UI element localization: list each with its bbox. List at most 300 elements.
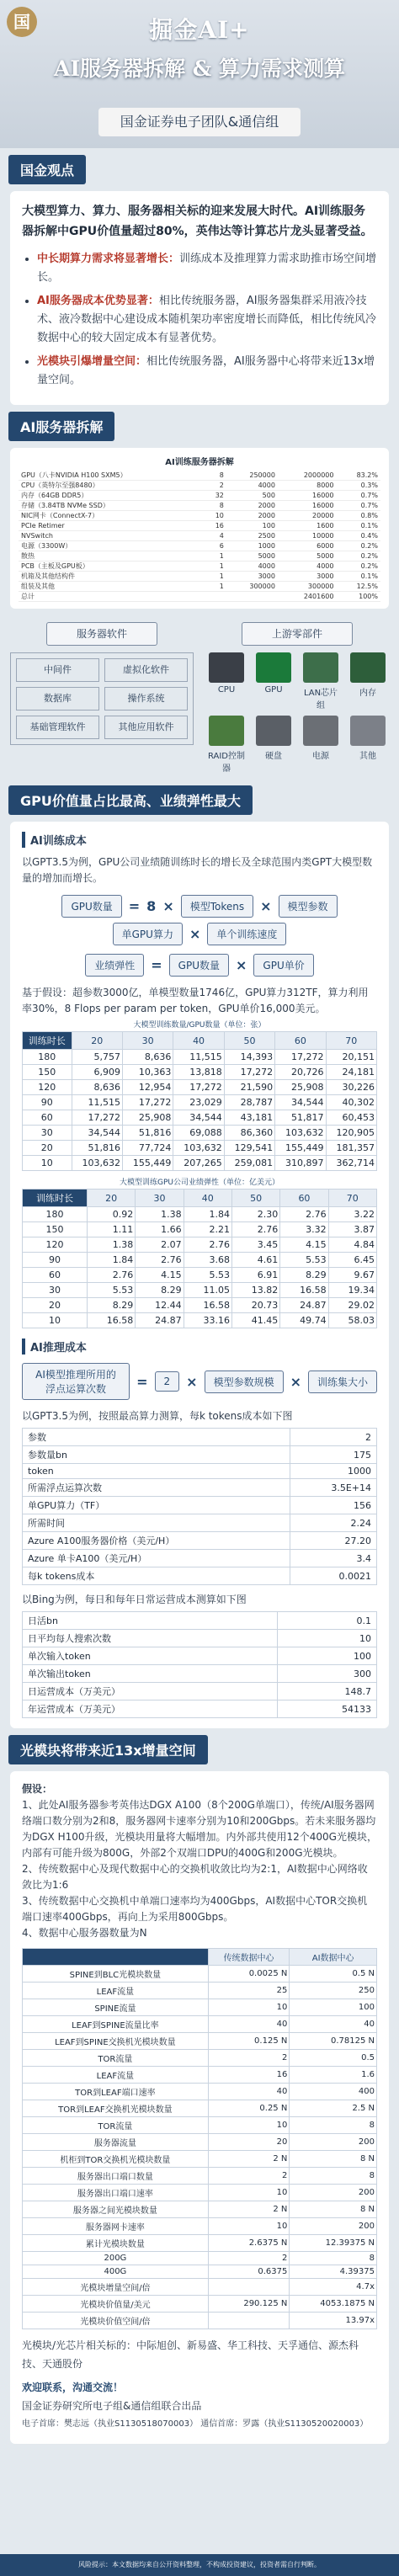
table-cell: 5.53 xyxy=(87,1283,135,1298)
kv-key: 所需时间 xyxy=(23,1514,290,1532)
table-cell: 34,544 xyxy=(275,1095,326,1110)
table-cell: 0.5 xyxy=(290,2050,377,2067)
table-row xyxy=(23,1983,377,1999)
kv-value: 27.20 xyxy=(290,1532,377,1550)
column-header: 30 xyxy=(122,1032,173,1050)
table-row xyxy=(23,2050,377,2067)
table-cell: 30 xyxy=(23,1283,88,1298)
software-column xyxy=(10,622,194,774)
table-cell: 40 xyxy=(208,2084,290,2100)
table-header-row xyxy=(23,1190,377,1207)
table-row xyxy=(19,562,380,572)
table-cell: 33.16 xyxy=(184,1313,231,1328)
hardware-label: CPU xyxy=(217,685,236,695)
table-cell: 362,714 xyxy=(326,1156,376,1171)
table-cell: 17,272 xyxy=(275,1050,326,1065)
table-cell: 4000 xyxy=(226,562,278,572)
table-cell: 69,088 xyxy=(173,1126,224,1141)
hardware-item xyxy=(347,716,389,774)
formula-inference: AI模型推理所用的浮点运算次数 = 2 × 模型参数规模 × 训练集大小 xyxy=(22,1363,377,1400)
table-cell: 2 xyxy=(204,481,226,491)
kv-key: token xyxy=(23,1464,290,1479)
bing-cost-table xyxy=(22,1611,377,1718)
table-cell: 2 N xyxy=(208,2201,290,2218)
table-cell: 0.4% xyxy=(336,531,380,541)
table-cell: 4000 xyxy=(278,562,337,572)
table-cell: 1.84 xyxy=(87,1253,135,1268)
table-row xyxy=(23,1126,377,1141)
table-cell: 10,363 xyxy=(122,1065,173,1080)
table-cell: 20000 xyxy=(278,511,337,521)
view-section xyxy=(0,155,399,405)
hardware-item xyxy=(205,716,247,774)
table-cell: 2.5 N xyxy=(290,2100,377,2117)
view-bullet-0: • 中长期算力需求将显著增长：训练成本及推理算力需求助推市场空间增长。 xyxy=(37,250,377,287)
parts-diagram xyxy=(0,615,399,780)
table-cell: TOR流量 xyxy=(23,2050,209,2067)
hardware-item xyxy=(205,652,247,711)
table-cell: 14,393 xyxy=(224,1050,274,1065)
table-cell: 34,544 xyxy=(72,1126,122,1141)
component-icon xyxy=(256,652,291,683)
table-row xyxy=(23,2313,377,2329)
thanks-line: 欢迎联系，沟通交流！ xyxy=(22,2382,124,2393)
table-cell: 3.68 xyxy=(184,1253,231,1268)
table-cell: 10 xyxy=(204,511,226,521)
table-cell: 服务器流量 xyxy=(23,2134,209,2151)
column-header: 30 xyxy=(136,1190,184,1207)
kv-key: 年运营成本（万美元） xyxy=(23,1700,278,1718)
team-badge: 国金证券电子团队&通信组 xyxy=(98,108,301,136)
gpu-section xyxy=(0,785,399,1728)
hardware-label: RAID控制器 xyxy=(207,752,246,774)
table-cell: 6,909 xyxy=(72,1065,122,1080)
bing-para: 以Bing为例，每日和每年日常运营成本测算如下图 xyxy=(22,1594,247,1605)
table-cell: 17,272 xyxy=(72,1110,122,1126)
table-cell: 3.32 xyxy=(280,1222,328,1237)
table-cell: 51,816 xyxy=(72,1141,122,1156)
table-cell: 17,272 xyxy=(173,1080,224,1095)
table-cell: 17,272 xyxy=(224,1065,274,1080)
table-cell: 10 xyxy=(208,1999,290,2016)
table-cell: 8 N xyxy=(290,2151,377,2168)
column-header: 训练时长 xyxy=(23,1032,72,1050)
table-cell: TOR流量 xyxy=(23,2117,209,2134)
table-header-row xyxy=(23,1032,377,1050)
table-cell: 1 xyxy=(204,562,226,572)
formula-gpu-count: GPU数量 = 8 × 模型Tokens × 模型参数 xyxy=(22,895,377,918)
hardware-label: 硬盘 xyxy=(265,752,282,761)
table-cell: 2.07 xyxy=(136,1237,184,1253)
table-row xyxy=(23,2296,377,2313)
table-row xyxy=(23,1429,377,1446)
table-row xyxy=(19,471,380,481)
table-cell: 0.92 xyxy=(87,1207,135,1222)
component-icon xyxy=(256,716,291,746)
column-header: 60 xyxy=(280,1190,328,1207)
table-cell: 29.02 xyxy=(328,1298,376,1313)
table-cell: 200 xyxy=(290,2185,377,2201)
table-cell: 155,449 xyxy=(275,1141,326,1156)
teardown-section xyxy=(0,412,399,780)
table-cell: 2 N xyxy=(208,2151,290,2168)
table-cell: 8,636 xyxy=(72,1080,122,1095)
table-cell: 181,357 xyxy=(326,1141,376,1156)
table-cell: 2500 xyxy=(226,531,278,541)
table-row xyxy=(19,531,380,541)
table-cell: 100 xyxy=(290,1999,377,2016)
table-cell: 180 xyxy=(23,1207,88,1222)
table-cell: 0.5 N xyxy=(290,1966,377,1983)
software-grid xyxy=(10,652,194,745)
table-cell: 8 xyxy=(204,471,226,481)
table-row xyxy=(23,1446,377,1464)
table-cell: 24.87 xyxy=(280,1298,328,1313)
table-cell: 内存（64GB DDR5） xyxy=(19,491,204,501)
table-cell: 129,541 xyxy=(224,1141,274,1156)
table-cell: 3000 xyxy=(278,572,337,582)
column-header: 20 xyxy=(72,1032,122,1050)
table-cell: 49.74 xyxy=(280,1313,328,1328)
table-cell: PCB（主板及GPU板） xyxy=(19,562,204,572)
table-row xyxy=(23,1966,377,1983)
hardware-grid xyxy=(205,652,389,774)
table-cell: 11.05 xyxy=(184,1283,231,1298)
table-cell: 17,272 xyxy=(122,1095,173,1110)
table-cell: 90 xyxy=(23,1253,88,1268)
table-cell: 1.38 xyxy=(136,1207,184,1222)
table-cell: 2000000 xyxy=(278,471,337,481)
table-cell: 0.1% xyxy=(336,521,380,531)
table-cell: 16.58 xyxy=(184,1298,231,1313)
table-cell: 光模块价值量/美元 xyxy=(23,2296,209,2313)
table-cell: LEAF流量 xyxy=(23,1983,209,1999)
table-cell: 13,818 xyxy=(173,1065,224,1080)
table-cell: 累计光模块数量 xyxy=(23,2235,209,2252)
table-row xyxy=(23,1313,377,1328)
table-cell: 4 xyxy=(204,531,226,541)
table-row xyxy=(19,592,380,602)
table-cell: 1600 xyxy=(278,521,337,531)
table-row xyxy=(23,1095,377,1110)
table-row xyxy=(19,491,380,501)
table-cell: 4.15 xyxy=(136,1268,184,1283)
kv-key: 单GPU算力（TF） xyxy=(23,1497,290,1514)
table-cell: LEAF到SPINE交换机光模块数量 xyxy=(23,2033,209,2050)
table-cell: 2401600 xyxy=(278,592,337,602)
table-row xyxy=(23,2252,377,2265)
kv-value: 54133 xyxy=(277,1700,376,1718)
hardware-item xyxy=(300,652,342,711)
table-cell: 2.76 xyxy=(231,1222,279,1237)
brand-logo-icon: 国 xyxy=(7,7,37,37)
table-cell: 0.2% xyxy=(336,551,380,562)
table-cell: 4.61 xyxy=(231,1253,279,1268)
table-cell: 3.22 xyxy=(328,1207,376,1222)
table-cell: 11,515 xyxy=(173,1050,224,1065)
table-row xyxy=(23,2134,377,2151)
table-row xyxy=(23,2235,377,2252)
table-cell: 8,636 xyxy=(122,1050,173,1065)
table-row xyxy=(23,1283,377,1298)
table-cell: 10000 xyxy=(278,531,337,541)
optical-section xyxy=(0,1735,399,2444)
column-header: 70 xyxy=(326,1032,376,1050)
table-cell: 16.58 xyxy=(280,1283,328,1298)
table-cell: 103,632 xyxy=(72,1156,122,1171)
table-cell: 21,590 xyxy=(224,1080,274,1095)
table-row xyxy=(23,2151,377,2168)
kv-value: 2.24 xyxy=(290,1514,377,1532)
table-cell: 300000 xyxy=(278,582,337,592)
table-cell: 200 xyxy=(290,2134,377,2151)
footer: 风险提示：本文数据均来自公开资料整理，不构成投资建议，投资者需自行判断。 xyxy=(0,2554,399,2576)
view-bullet-2: • 光模块引爆增量空间：相比传统服务器，AI服务器中心将带来近13x增量空间。 xyxy=(37,353,377,390)
table-cell: 10 xyxy=(208,2117,290,2134)
table-cell: 20.73 xyxy=(231,1298,279,1313)
teardown-table-title: AI训练服务器拆解 xyxy=(165,458,234,467)
table-cell xyxy=(204,592,226,602)
table-cell: 40 xyxy=(290,2016,377,2033)
kv-value: 0.1 xyxy=(277,1612,376,1630)
table-row xyxy=(23,1141,377,1156)
table-cell: 1000 xyxy=(226,541,278,551)
main-title: AI服务器拆解 & 算力需求测算 xyxy=(53,56,346,81)
column-header: 20 xyxy=(87,1190,135,1207)
table-row xyxy=(23,2218,377,2235)
table-row xyxy=(23,1999,377,2016)
table-cell: 2.21 xyxy=(184,1222,231,1237)
table-cell: 9.67 xyxy=(328,1268,376,1283)
gpu-card xyxy=(10,822,389,1728)
hardware-head: 上游零部件 xyxy=(242,622,353,646)
table-cell: 150 xyxy=(23,1222,88,1237)
table-cell: 60 xyxy=(23,1110,72,1126)
table-row xyxy=(23,1567,377,1585)
table-row xyxy=(23,1222,377,1237)
software-item: 操作系统 xyxy=(104,687,188,711)
table-cell: 4000 xyxy=(226,481,278,491)
kv-value: 0.0021 xyxy=(290,1567,377,1585)
table-row xyxy=(19,551,380,562)
table-cell: 服务器出口端口数量 xyxy=(23,2168,209,2185)
table-cell: 51,816 xyxy=(122,1126,173,1141)
hardware-item xyxy=(300,716,342,774)
top-title: 掘金AI+ xyxy=(149,16,250,44)
component-icon xyxy=(303,716,338,746)
contact-line-1: 国金证券研究所电子组&通信组联合出品 xyxy=(22,2400,202,2412)
table-cell: 2 xyxy=(208,2168,290,2185)
table-cell: 12.44 xyxy=(136,1298,184,1313)
table-cell: 0.7% xyxy=(336,501,380,511)
view-card xyxy=(10,191,389,405)
table-row xyxy=(23,1479,377,1497)
table-cell: 23,029 xyxy=(173,1095,224,1110)
column-header: 40 xyxy=(184,1190,231,1207)
table-cell: 8.29 xyxy=(280,1268,328,1283)
column-header: 训练时长 xyxy=(23,1190,88,1207)
kv-key: 单次输入token xyxy=(23,1647,278,1665)
kv-key: 参数量bn xyxy=(23,1446,290,1464)
table-cell: 1 xyxy=(204,572,226,582)
table-cell: 1.38 xyxy=(87,1237,135,1253)
table-cell: TOR到LEAF端口速率 xyxy=(23,2084,209,2100)
table-cell: 8 N xyxy=(290,2201,377,2218)
table-row xyxy=(23,1497,377,1514)
table-row xyxy=(19,582,380,592)
software-item: 其他应用软件 xyxy=(104,716,188,739)
table-cell: 13.97x xyxy=(290,2313,377,2329)
kv-value: 3.5E+14 xyxy=(290,1479,377,1497)
hardware-label: 内存 xyxy=(359,689,376,698)
table-row xyxy=(23,1630,377,1647)
table-cell: 8 xyxy=(290,2117,377,2134)
table-cell: 服务器出口端口速率 xyxy=(23,2185,209,2201)
component-icon xyxy=(209,652,244,683)
table-cell: 25,908 xyxy=(122,1110,173,1126)
table-cell: 光模块价值空间/倍 xyxy=(23,2313,209,2329)
table-cell: 0.8% xyxy=(336,511,380,521)
table-cell: 4053.1875 N xyxy=(290,2296,377,2313)
kv-key: 单次输出token xyxy=(23,1665,278,1683)
hardware-item xyxy=(347,652,389,711)
table-cell: 250000 xyxy=(226,471,278,481)
table-cell: 0.1% xyxy=(336,572,380,582)
table-row xyxy=(23,1156,377,1171)
table-row xyxy=(23,1268,377,1283)
table-row xyxy=(23,1253,377,1268)
table-cell: 500 xyxy=(226,491,278,501)
table-cell: 5000 xyxy=(226,551,278,562)
table-row xyxy=(23,1110,377,1126)
table-row xyxy=(19,572,380,582)
table-cell: 180 xyxy=(23,1050,72,1065)
table-cell: 11,515 xyxy=(72,1095,122,1110)
table-row xyxy=(23,1050,377,1065)
table-cell: 150 xyxy=(23,1065,72,1080)
table-cell: 0.0025 N xyxy=(208,1966,290,1983)
software-item: 中间件 xyxy=(16,658,99,682)
gpu-elasticity-caption: 大模型训练GPU公司业绩弹性（单位：亿美元） xyxy=(120,1179,279,1187)
table-row xyxy=(19,511,380,521)
table-cell: 290.125 N xyxy=(208,2296,290,2313)
table-row xyxy=(23,2084,377,2100)
table-cell: 10 xyxy=(23,1156,72,1171)
table-row xyxy=(23,1665,377,1683)
table-cell: 8 xyxy=(290,2168,377,2185)
table-cell: 103,632 xyxy=(275,1126,326,1141)
table-cell: 51,817 xyxy=(275,1110,326,1126)
hardware-label: GPU xyxy=(264,685,283,695)
optical-module-table xyxy=(22,1948,377,2329)
table-cell: 250 xyxy=(290,1983,377,1999)
table-cell: 16.58 xyxy=(87,1313,135,1328)
table-cell: 20,151 xyxy=(326,1050,376,1065)
view-intro: 大模型算力、算力、服务器相关标的迎来发展大时代。AI训练服务器拆解中GPU价值量超过80%，英伟达等计算芯片龙头显著受益。 xyxy=(22,205,373,238)
table-cell: 3000 xyxy=(226,572,278,582)
kv-key: Azure 单卡A100（美元/H） xyxy=(23,1550,290,1567)
training-para: 以GPT3.5为例，GPU公司业绩随训练时长的增长及全球范围内类GPT大模型数量的增加而增长。 xyxy=(22,856,373,884)
table-cell: LEAF到SPINE流量比率 xyxy=(23,2016,209,2033)
table-cell: 30 xyxy=(23,1126,72,1141)
table-cell: 40,302 xyxy=(326,1095,376,1110)
table-cell: 4.84 xyxy=(328,1237,376,1253)
kv-value: 2 xyxy=(290,1429,377,1446)
table-row xyxy=(23,1237,377,1253)
table-cell: 13.82 xyxy=(231,1283,279,1298)
kv-value: 300 xyxy=(277,1665,376,1683)
optical-tag: 光模块将带来近13x增量空间 xyxy=(8,1735,208,1764)
table-cell: 1.84 xyxy=(184,1207,231,1222)
component-icon xyxy=(350,652,386,683)
kv-value: 100 xyxy=(277,1647,376,1665)
table-cell: 83.2% xyxy=(336,471,380,481)
table-cell: 8 xyxy=(290,2252,377,2265)
software-item: 数据库 xyxy=(16,687,99,711)
table-cell: 2 xyxy=(208,2050,290,2067)
table-row xyxy=(19,541,380,551)
table-cell: 6000 xyxy=(278,541,337,551)
column-header: 50 xyxy=(231,1190,279,1207)
table-row xyxy=(23,2168,377,2185)
table-cell: 2.30 xyxy=(231,1207,279,1222)
table-cell xyxy=(208,2313,290,2329)
table-cell: 24.87 xyxy=(136,1313,184,1328)
training-cost-title: AI训练成本 xyxy=(22,832,377,848)
table-cell: LEAF流量 xyxy=(23,2067,209,2084)
teardown-table-card xyxy=(10,448,389,609)
table-cell: 25 xyxy=(208,1983,290,1999)
table-cell: 2.6375 N xyxy=(208,2235,290,2252)
table-cell: 8000 xyxy=(278,481,337,491)
table-cell: 207,265 xyxy=(173,1156,224,1171)
table-cell: 1 xyxy=(204,551,226,562)
table-cell: 散热 xyxy=(19,551,204,562)
hardware-label: 电源 xyxy=(312,752,329,761)
table-row xyxy=(23,1080,377,1095)
table-row xyxy=(23,2201,377,2218)
table-cell: 2.76 xyxy=(184,1237,231,1253)
table-row xyxy=(23,1683,377,1700)
table-cell: 2.76 xyxy=(136,1253,184,1268)
table-cell: 155,449 xyxy=(122,1156,173,1171)
table-row xyxy=(23,2033,377,2050)
kv-key: 日运营成本（万美元） xyxy=(23,1683,278,1700)
table-cell: 100% xyxy=(336,592,380,602)
table-row xyxy=(23,1065,377,1080)
kv-key: 所需浮点运算次数 xyxy=(23,1479,290,1497)
formula-elasticity: 业绩弹性 = GPU数量 × GPU单价 xyxy=(22,954,377,977)
table-row xyxy=(23,2067,377,2084)
column-header: 70 xyxy=(328,1190,376,1207)
table-cell: 34,544 xyxy=(173,1110,224,1126)
table-cell: SPINE到BLC光模块数量 xyxy=(23,1966,209,1983)
software-item: 基础管理软件 xyxy=(16,716,99,739)
table-row xyxy=(23,2117,377,2134)
table-cell: 5,757 xyxy=(72,1050,122,1065)
hardware-label: 其他 xyxy=(359,752,376,761)
table-cell: 0.78125 N xyxy=(290,2033,377,2050)
table-cell: 10 xyxy=(208,2218,290,2235)
hardware-item xyxy=(253,716,295,774)
table-cell: 0.7% xyxy=(336,491,380,501)
table-cell: 3.87 xyxy=(328,1222,376,1237)
table-cell: 存储（3.84TB NVMe SSD） xyxy=(19,501,204,511)
inference-para: 以GPT3.5为例，按照最高算力测算，每k tokens成本如下图 xyxy=(22,1410,293,1422)
assumption-para: 基于假设：超参数3000亿，单模型数量1746亿，GPU算力312TF，算力利用率30%，8 Flops per param per token，GPU单价16,000美元。 xyxy=(22,987,369,1014)
table-cell: 60,453 xyxy=(326,1110,376,1126)
table-cell: 24,181 xyxy=(326,1065,376,1080)
